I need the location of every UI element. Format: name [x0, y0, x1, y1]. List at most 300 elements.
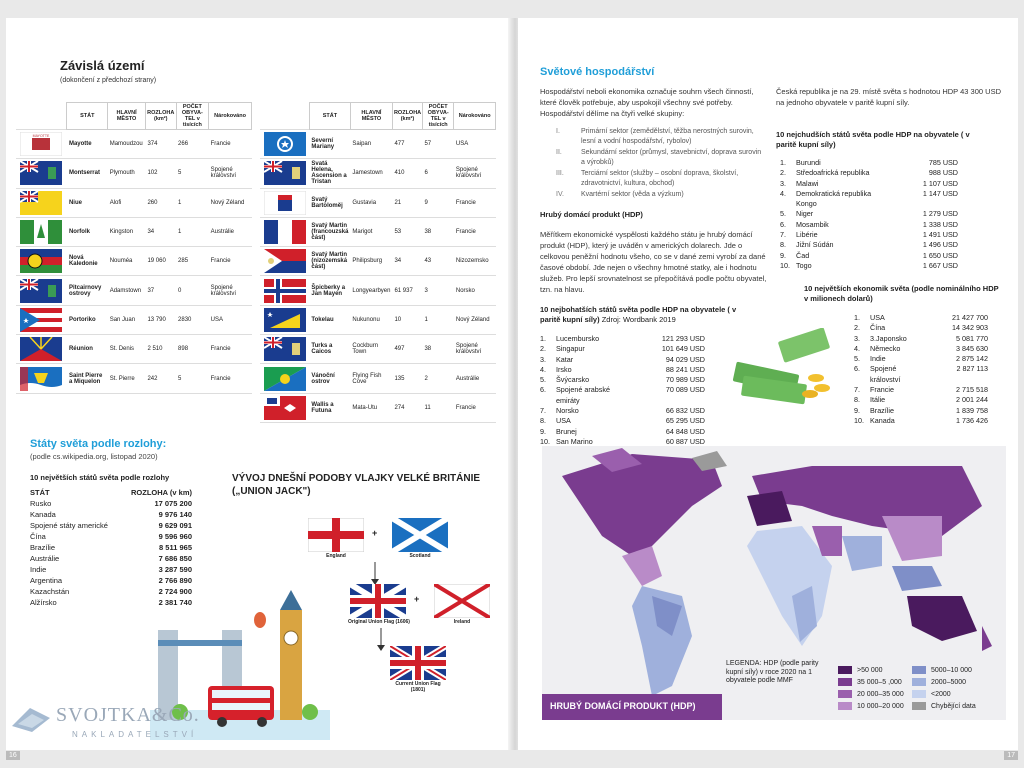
size-value: 9 596 960 [158, 532, 192, 541]
country: Mosambik [796, 219, 829, 229]
list-item [854, 354, 988, 364]
territory-name: Špicberky a Jan Mayen [309, 276, 350, 305]
rank: 9. [780, 250, 786, 260]
rank: 9. [540, 426, 546, 436]
area-cell: 274 [392, 393, 422, 422]
sector-item [556, 148, 764, 168]
claim-cell: Francie [454, 188, 496, 217]
original-union-label: Original Union Flag (1606) [348, 619, 410, 625]
value: 988 USD [928, 168, 958, 178]
territory-name: Norfolk [67, 217, 108, 246]
legend-swatch [838, 678, 852, 686]
economy-title: Světové hospodářství [540, 66, 655, 78]
rank: 6. [854, 364, 860, 374]
table-row [16, 335, 252, 364]
table-row [260, 130, 496, 159]
flag-icon [20, 220, 62, 244]
table-row [16, 217, 252, 246]
territory-name: Svatá Helena, Ascension a Tristan [309, 159, 350, 188]
claim-cell: Spojené království [454, 159, 496, 188]
table-row [260, 217, 496, 246]
sizes-source: (podle cs.wikipedia.org, listopad 2020) [30, 452, 158, 461]
country: Itálie [870, 395, 886, 405]
rank: 6. [780, 219, 786, 229]
value: 1 147 USD [922, 188, 958, 198]
rank: 2. [540, 344, 546, 354]
rank: 6. [540, 385, 546, 395]
capital-cell: Adamstown [108, 276, 146, 305]
territory-name: Svatý Martin (francouzská část) [309, 217, 350, 246]
legend-item [838, 702, 904, 710]
flag-icon [264, 249, 306, 273]
list-item [780, 168, 958, 178]
area-cell: 19 060 [145, 247, 176, 276]
population-cell: 43 [422, 247, 453, 276]
union-jack-title: VÝVOJ DNEŠNÍ PODOBY VLAJKY VELKÉ BRITÁNIE („UNION JACK") [232, 473, 481, 497]
rank: 7. [540, 406, 546, 416]
list-item [854, 334, 988, 344]
sector-numeral: I. [556, 128, 560, 135]
value: 5 081 770 [956, 333, 988, 343]
capital-cell: Nouméa [108, 247, 146, 276]
capital-cell: St. Pierre [108, 364, 146, 393]
population-cell: 898 [176, 335, 209, 364]
flag-cell [16, 188, 67, 217]
size-value: 2 766 890 [158, 576, 192, 585]
value: 1 839 758 [956, 405, 988, 415]
claim-cell: Spojené království [209, 276, 252, 305]
claim-cell: USA [454, 130, 496, 159]
area-cell: 410 [392, 159, 422, 188]
flag-cell [16, 130, 67, 159]
value: 21 427 700 [952, 313, 988, 322]
flag-cell [260, 188, 309, 217]
list-item [540, 406, 705, 416]
col-header-state: STÁT [67, 103, 108, 130]
value: 2 875 142 [956, 354, 988, 364]
country: Středoafrická republika [796, 168, 870, 178]
list-item [780, 179, 958, 189]
claim-cell: Francie [454, 393, 496, 422]
flag-cell [16, 217, 67, 246]
country: Katar [556, 354, 574, 364]
rank: 7. [780, 230, 786, 240]
list-item [540, 365, 705, 375]
claim-cell: Austrálie [209, 217, 252, 246]
value: 2 001 244 [956, 395, 988, 405]
rank: 5. [854, 354, 860, 364]
flag-icon [264, 337, 306, 361]
richest-title [540, 305, 740, 325]
col-header-claim: Nárokováno [209, 103, 252, 130]
country: San Marino [556, 436, 593, 446]
flag-icon [20, 161, 62, 185]
population-cell: 3 [422, 276, 453, 305]
legend-item [838, 678, 902, 686]
capital-cell: Kingston [108, 217, 146, 246]
flag-cell [16, 305, 67, 334]
size-row [30, 509, 192, 520]
population-cell: 6 [422, 159, 453, 188]
rank: 3. [540, 354, 546, 364]
list-item [780, 158, 958, 168]
area-cell: 10 [392, 305, 422, 334]
map-label: HRUBÝ DOMÁCÍ PRODUKT (HDP) [542, 694, 722, 720]
col-header-area: ROZLOHA (km²) [145, 103, 176, 130]
col-header-population: POČET OBYVA-TEL v tisících [422, 103, 453, 130]
flag-icon [264, 220, 306, 244]
page-number-right: 17 [1004, 751, 1018, 760]
table-row [260, 305, 496, 334]
country: Libérie [796, 230, 818, 240]
publisher-logo-icon [10, 704, 52, 734]
rank: 3. [780, 178, 786, 188]
table-row [16, 159, 252, 188]
claim-cell: USA [209, 305, 252, 334]
flag-cell [260, 364, 309, 393]
list-item [780, 230, 958, 240]
plus-sign: + [372, 528, 378, 538]
col-header-capital: HLAVNÍ MĚSTO [108, 103, 146, 130]
value: 1 496 USD [922, 240, 958, 250]
value: 785 USD [928, 158, 958, 167]
plus-sign: + [414, 594, 420, 604]
legend-label: <2000 [931, 690, 951, 698]
country: Indie [870, 354, 886, 364]
country: Brazílie [870, 405, 894, 415]
legend-swatch [838, 702, 852, 710]
sector-numeral: IV. [556, 191, 564, 198]
territory-name: Vánoční ostrov [309, 364, 350, 393]
size-state: Indie [30, 565, 47, 574]
value: 60 887 USD [665, 436, 705, 446]
flag-cell [16, 247, 67, 276]
value: 1 338 USD [922, 219, 958, 229]
list-item [540, 355, 705, 365]
sector-text: Terciární sektor (služby – osobní doprava, školství, zdravotnictví, kultura, obchod) [581, 170, 739, 187]
legend-label: 20 000–35 000 [857, 690, 904, 698]
size-value: 2 381 740 [158, 598, 192, 607]
flag-icon [20, 191, 62, 215]
richest-source: Zdroj: Wordbank 2019 [601, 315, 676, 324]
size-value: 17 075 200 [154, 499, 192, 508]
flag-icon [264, 161, 306, 185]
col-header-state: STÁT [309, 103, 350, 130]
population-cell: 5 [176, 364, 209, 393]
territory-name: Pitcairnovy ostrovy [67, 276, 108, 305]
flag-icon [264, 191, 306, 215]
flag-cell [16, 276, 67, 305]
flag-icon [264, 308, 306, 332]
area-cell: 2 510 [145, 335, 176, 364]
sizes-header-area: ROZLOHA (v km) [131, 488, 192, 497]
flag-icon [20, 132, 62, 156]
czech-text: Česká republika je na 29. místě světa s hodnotou HDP 43 300 USD na jednoho obyvatele v paritě kupní síly. [776, 87, 1001, 107]
country: Togo [796, 260, 812, 270]
flag-icon [20, 279, 62, 303]
legend-item [912, 666, 972, 674]
capital-cell: Marigot [350, 217, 392, 246]
legend-swatch [838, 690, 852, 698]
area-cell: 477 [392, 130, 422, 159]
economies-list [854, 313, 988, 426]
list-item [780, 240, 958, 250]
population-cell: 2830 [176, 305, 209, 334]
table-row [16, 305, 252, 334]
size-state: Kazachstán [30, 587, 70, 596]
flag-icon [264, 132, 306, 156]
country: Demokratická republika Kongo [796, 188, 872, 209]
population-cell: 5 [176, 159, 209, 188]
list-item [780, 220, 958, 230]
scotland-label: Scotland [409, 553, 431, 559]
legend-label: 10 000–20 000 [857, 702, 904, 710]
country: Čad [796, 250, 810, 260]
sector-item [556, 190, 764, 200]
flag-cell [260, 217, 309, 246]
sector-text: Primární sektor (zemědělství, těžba nerostných surovin, lesní a vodní hospodářství, rybolov) [581, 128, 754, 145]
legend-item [912, 690, 951, 698]
table-row [260, 247, 496, 276]
capital-cell: St. Denis [108, 335, 146, 364]
rank: 2. [854, 323, 860, 333]
size-value: 9 629 091 [158, 521, 192, 530]
territory-name: Turks a Caicos [309, 335, 350, 364]
value: 121 293 USD [661, 334, 705, 343]
population-cell: 2 [422, 364, 453, 393]
sizes-subtitle: 10 největších států světa podle rozlohy [30, 473, 170, 482]
list-item [854, 385, 988, 395]
table-row [16, 130, 252, 159]
value: 70 089 USD [665, 385, 705, 395]
hdp-text: Měřítkem ekonomické vyspělosti každého státu je hrubý domácí produkt (HDP), který je uváděn v amerických dolarech. Jde o celkovou peněžní hodnotu všeho, co se v dané zemi vyrobí za dané časové období. Jde nejen o všechny hmotné statky, ale i hodnotu služeb. Pro lepší srovnatelnost se přepočítává podle počtu obyvatel, tzn. na hlavu. [540, 230, 767, 294]
flag-cell [260, 247, 309, 276]
population-cell: 1 [422, 305, 453, 334]
table-row [16, 247, 252, 276]
value: 1 736 426 [956, 415, 988, 425]
value: 101 649 USD [661, 344, 705, 354]
rank: 5. [540, 375, 546, 385]
rank: 4. [780, 188, 786, 198]
current-union-label: Current Union Flag (1801) [395, 681, 441, 693]
capital-cell: Saipan [350, 130, 392, 159]
value: 94 029 USD [665, 354, 705, 364]
area-cell: 21 [392, 188, 422, 217]
list-item [854, 416, 988, 426]
ireland-flag [434, 584, 490, 618]
richest-list [540, 334, 705, 447]
table-row [16, 188, 252, 217]
territory-name: Mayotte [67, 130, 108, 159]
size-row [30, 498, 192, 509]
capital-cell: Mata-Utu [350, 393, 392, 422]
map-legend-title: LEGENDA: HDP (podle parity kupní síly) v roce 2020 na 1 obyvatele podle MMF [726, 660, 819, 684]
size-state: Alžírsko [30, 598, 57, 607]
claim-cell: Nový Zéland [454, 305, 496, 334]
country: Burundi [796, 158, 821, 167]
flag-icon [264, 396, 306, 420]
sector-text: Sekundární sektor (průmysl, stavebnictví, doprava surovin a výrobků) [581, 149, 762, 166]
population-cell: 0 [176, 276, 209, 305]
sector-numeral: III. [556, 170, 564, 177]
flag-cell [260, 393, 309, 422]
legend-swatch [912, 678, 926, 686]
list-item [854, 406, 988, 416]
country: Spojené království [870, 364, 901, 384]
list-item [854, 364, 988, 385]
value: 1 667 USD [922, 260, 958, 270]
territory-name: Réunion [67, 335, 108, 364]
rank: 10. [780, 260, 790, 270]
list-item [854, 323, 988, 333]
value: 2 715 518 [956, 385, 988, 395]
flag-cell [260, 335, 309, 364]
svg-text:MAYOTTE: MAYOTTE [33, 134, 50, 139]
england-label: England [326, 553, 346, 559]
country: Švýcarsko [556, 375, 590, 385]
size-value: 3 287 590 [158, 565, 192, 574]
population-cell: 1 [176, 188, 209, 217]
legend-item [912, 678, 966, 686]
money-illustration [728, 328, 838, 414]
poorest-title: 10 nejchudších států světa podle HDP na obyvatele ( v paritě kupní síly) [776, 130, 970, 149]
dependencies-table-2 [260, 102, 496, 423]
rank: 2. [780, 168, 786, 178]
sizes-title: Státy světa podle rozlohy: [30, 438, 167, 450]
territory-name: Tokelau [309, 305, 350, 334]
area-cell: 242 [145, 364, 176, 393]
sector-numeral: II. [556, 149, 562, 156]
list-item [854, 313, 988, 323]
size-row [30, 542, 192, 553]
sizes-header-row [30, 487, 192, 498]
rank: 5. [780, 209, 786, 219]
area-cell: 34 [145, 217, 176, 246]
country: Spojené arabské emiráty [556, 385, 610, 405]
capital-cell: Cockburn Town [350, 335, 392, 364]
country: Čína [870, 323, 886, 333]
sector-text: Kvartérní sektor (věda a výzkum) [581, 191, 684, 198]
size-value: 9 976 140 [158, 510, 192, 519]
capital-cell: Mamoudzou [108, 130, 146, 159]
table-row [260, 364, 496, 393]
size-row [30, 520, 192, 531]
hdp-title: Hrubý domácí produkt (HDP) [540, 210, 643, 219]
table-row [260, 276, 496, 305]
continuation-note: (dokončení z předchozí strany) [60, 77, 157, 84]
rank: 3. [854, 333, 860, 343]
rank: 8. [854, 395, 860, 405]
population-cell: 1 [176, 217, 209, 246]
flag-cell [260, 159, 309, 188]
territory-name: Severní Mariany [309, 130, 350, 159]
sector-item [556, 169, 764, 189]
size-state: Kanada [30, 510, 56, 519]
claim-cell: Francie [454, 217, 496, 246]
sectors-list [556, 127, 764, 201]
scotland-flag [392, 518, 448, 552]
size-state: Čína [30, 532, 46, 541]
rank: 1. [780, 158, 786, 167]
claim-cell: Nový Zéland [209, 188, 252, 217]
capital-cell: Philipsburg [350, 247, 392, 276]
capital-cell: Gustavia [350, 188, 392, 217]
claim-cell: Austrálie [454, 364, 496, 393]
legend-item [838, 690, 904, 698]
flag-icon [20, 308, 62, 332]
table-row [16, 364, 252, 393]
list-item [854, 344, 988, 354]
area-cell: 497 [392, 335, 422, 364]
area-cell: 37 [145, 276, 176, 305]
capital-cell: Longyearbyen [350, 276, 392, 305]
table-row [260, 159, 496, 188]
rank: 4. [854, 343, 860, 353]
capital-cell: Plymouth [108, 159, 146, 188]
value: 1 107 USD [922, 178, 958, 188]
value: 14 342 903 [952, 323, 988, 333]
country: Německo [870, 343, 901, 353]
size-state: Brazílie [30, 543, 56, 552]
claim-cell: Francie [209, 247, 252, 276]
legend-swatch [912, 666, 926, 674]
publisher-name: SVOJTKA&Co. [56, 704, 200, 726]
territory-name: Svatý Bartoloměj [309, 188, 350, 217]
dependencies-table-1 [16, 102, 252, 394]
current-union-flag [390, 646, 446, 680]
list-item [540, 334, 705, 344]
country: Lucembursko [556, 334, 600, 343]
population-cell: 285 [176, 247, 209, 276]
list-item [540, 416, 705, 426]
original-union-flag [350, 584, 406, 618]
list-item [540, 427, 705, 437]
size-row [30, 531, 192, 542]
economy-intro: Hospodářství neboli ekonomika označuje souhrn všech činností, které člověk potřebuje, aby uspokojil všechny své potřeby. Hospodářství dělíme na čtyři velké skupiny: [540, 87, 754, 118]
flag-cell [16, 159, 67, 188]
col-header-capital: HLAVNÍ MĚSTO [350, 103, 392, 130]
sizes-header-state: STÁT [30, 488, 50, 497]
ireland-label: Ireland [453, 619, 471, 625]
capital-cell: Alofi [108, 188, 146, 217]
value: 3 845 630 [956, 343, 988, 353]
country: 3.Japonsko [870, 333, 907, 343]
country: Francie [870, 385, 894, 395]
rank: 8. [540, 416, 546, 426]
value: 70 989 USD [665, 375, 705, 385]
territory-name: Portoriko [67, 305, 108, 334]
population-cell: 9 [422, 188, 453, 217]
table-row [260, 335, 496, 364]
list-item [540, 385, 705, 406]
territory-name: Wallis a Futuna [309, 393, 350, 422]
size-state: Rusko [30, 499, 52, 508]
area-cell: 260 [145, 188, 176, 217]
size-state: Austrálie [30, 554, 60, 563]
richest-title-text: 10 nejbohatších států světa podle HDP na obyvatele ( v paritě kupní síly) [540, 305, 737, 324]
territory-name: Saint Pierre a Miquelon [67, 364, 108, 393]
rank: 1. [854, 313, 860, 322]
value: 65 295 USD [665, 416, 705, 426]
flag-icon [264, 279, 306, 303]
flag-cell [16, 364, 67, 393]
capital-cell: Jamestown [350, 159, 392, 188]
area-cell: 53 [392, 217, 422, 246]
claim-cell: Francie [209, 364, 252, 393]
legend-label: 5000–10 000 [931, 666, 972, 674]
page-title: Závislá území [60, 58, 145, 73]
flag-icon [264, 367, 306, 391]
